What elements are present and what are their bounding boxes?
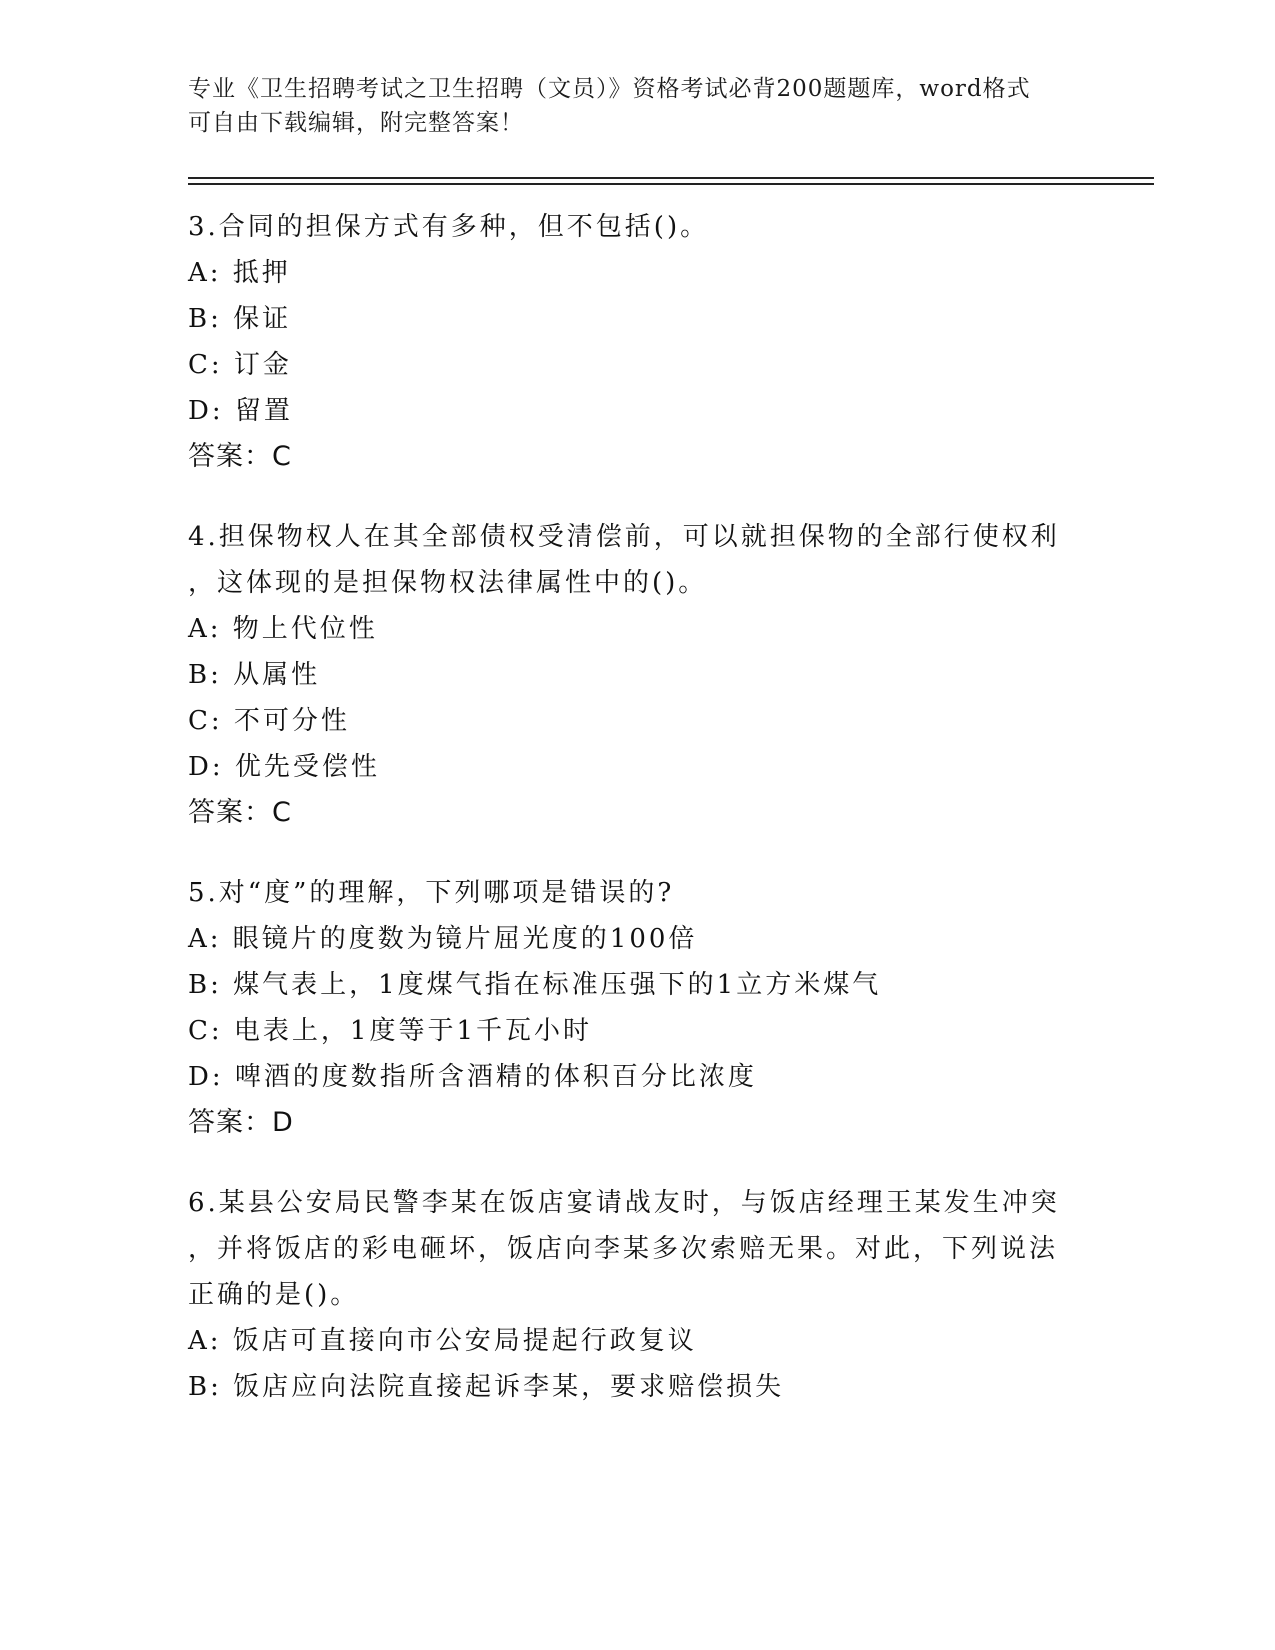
question-text: ，这体现的是担保物权法律属性中的()。 bbox=[188, 568, 708, 598]
header-divider-bottom bbox=[188, 183, 1154, 185]
option-c: C: 不可分性 bbox=[188, 706, 350, 736]
document-header bbox=[188, 72, 1068, 140]
option-d: D: 留置 bbox=[188, 396, 293, 426]
question-text: 正确的是()。 bbox=[188, 1280, 360, 1310]
question-5 bbox=[188, 870, 1088, 1146]
option-c: C: 订金 bbox=[188, 350, 292, 380]
header-divider-top bbox=[188, 177, 1154, 179]
option-a: A: 眼镜片的度数为镜片屈光度的100倍 bbox=[188, 924, 698, 954]
option-b: B: 煤气表上，1度煤气指在标准压强下的1立方米煤气 bbox=[188, 970, 882, 1000]
answer: 答案：C bbox=[188, 797, 292, 828]
question-text: 5.对“度”的理解，下列哪项是错误的? bbox=[188, 878, 675, 908]
question-3 bbox=[188, 204, 1088, 480]
question-text: 4.担保物权人在其全部债权受清偿前，可以就担保物的全部行使权利 bbox=[188, 522, 1060, 552]
option-b: B: 从属性 bbox=[188, 660, 321, 690]
question-6 bbox=[188, 1180, 1088, 1410]
question-text: ，并将饭店的彩电砸坏，饭店向李某多次索赔无果。对此，下列说法 bbox=[188, 1234, 1059, 1264]
header-line: 可自由下载编辑，附完整答案！ bbox=[188, 110, 524, 136]
option-a: A: 抵押 bbox=[188, 258, 291, 288]
question-text: 3.合同的担保方式有多种，但不包括()。 bbox=[188, 212, 710, 242]
header-line: 专业《卫生招聘考试之卫生招聘（文员）》资格考试必背200题题库，word格式 bbox=[188, 76, 1031, 102]
question-text: 6.某县公安局民警李某在饭店宴请战友时，与饭店经理王某发生冲突 bbox=[188, 1188, 1060, 1218]
answer: 答案：C bbox=[188, 441, 292, 472]
option-b: B: 保证 bbox=[188, 304, 292, 334]
option-a: A: 物上代位性 bbox=[188, 614, 378, 644]
option-d: D: 优先受偿性 bbox=[188, 752, 380, 782]
question-4 bbox=[188, 514, 1088, 836]
option-b: B: 饭店应向法院直接起诉李某，要求赔偿损失 bbox=[188, 1372, 785, 1402]
option-c: C: 电表上，1度等于1千瓦小时 bbox=[188, 1016, 593, 1046]
answer: 答案：D bbox=[188, 1107, 294, 1138]
option-a: A: 饭店可直接向市公安局提起行政复议 bbox=[188, 1326, 697, 1356]
option-d: D: 啤酒的度数指所含酒精的体积百分比浓度 bbox=[188, 1062, 757, 1092]
question-list bbox=[188, 204, 1088, 1444]
